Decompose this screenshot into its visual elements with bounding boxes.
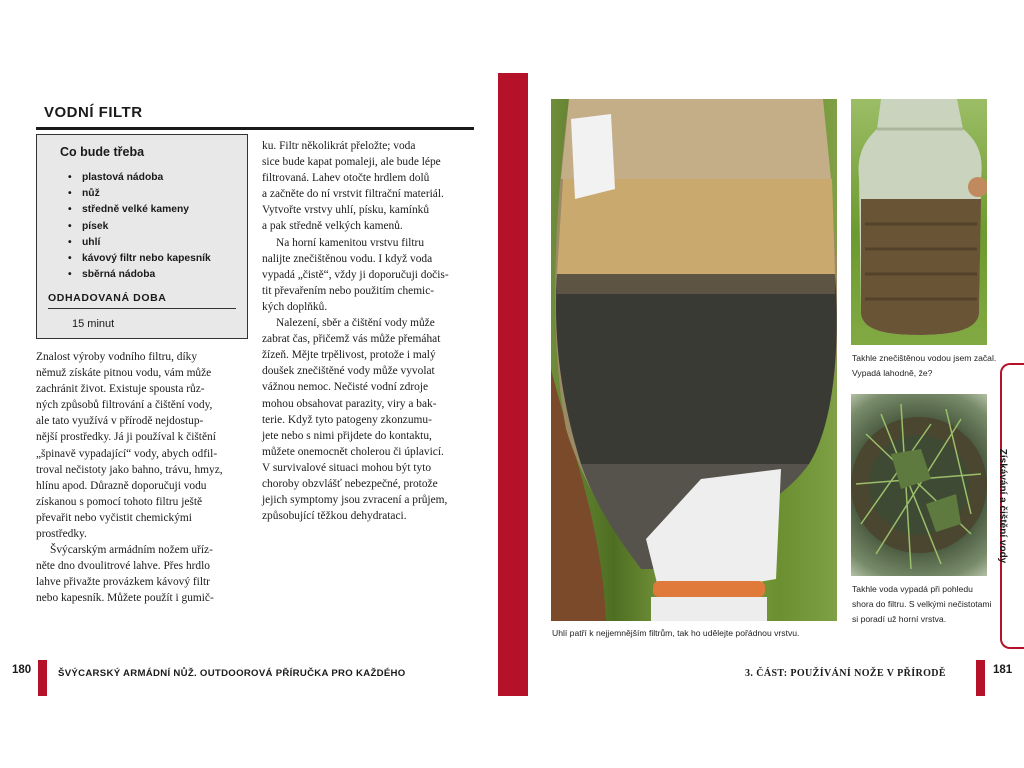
body-text-line: získanou s pomocí tohoto filtru ještě: [36, 495, 203, 508]
body-text-line: jete nebo s nimi přijdete do kontaktu,: [262, 429, 432, 442]
body-text-line: nalijte znečištěnou vodu. I když voda: [262, 252, 433, 265]
photo-bottle-filter-layers: [551, 99, 837, 621]
chapter-side-tab-label: Získávání a čištění vody: [997, 448, 1008, 564]
dirty-water-bottle-illustration: [851, 99, 987, 345]
body-column-2: [262, 138, 476, 524]
body-text-line: terie. Když tyto patogeny zkonzumu-: [262, 413, 432, 426]
requirement-item: • kávový filtr nebo kapesník: [58, 251, 211, 267]
requirements-list: [58, 170, 211, 283]
body-text-line: sice bude kapat pomaleji, ale bude lépe: [262, 156, 441, 169]
body-text-line: filtrovaná. Lahev otočte hrdlem dolů: [262, 172, 430, 185]
body-text-line: jejich symptomy jsou zvracení a průjem,: [262, 494, 448, 507]
caption-line: si poradí už horní vrstva.: [852, 614, 947, 624]
caption-bottom-photo: [852, 582, 991, 627]
caption-line: shora do filtru. S velkými nečistotami: [852, 599, 992, 609]
body-text-line: Vytvořte vrstvy uhlí, písku, kamínků: [262, 204, 430, 217]
photo-dirty-water-bottle: [851, 99, 987, 345]
body-text-line: „špinavě vypadající“ vody, abych odfil-: [36, 447, 218, 460]
body-text-line: ku. Filtr několikrát přeložte; voda: [262, 140, 416, 152]
body-text-line: ných způsobů filtrování a čištění vody,: [36, 399, 213, 412]
caption-line: Takhle znečištěnou vodou jsem začal.: [852, 353, 997, 363]
requirement-item: • nůž: [58, 186, 211, 202]
body-text-line: Nalezení, sběr a čištění vody může: [276, 317, 435, 330]
body-text-line: němuž získáte pitnou vodu, vám může: [36, 367, 212, 380]
caption-line: Vypadá lahodně, že?: [852, 368, 933, 378]
body-text-line: převařit nebo vyčistit chemickými: [36, 511, 192, 524]
caption-top-photo: [852, 351, 996, 381]
body-text-line: a pak středně velkých kamenů.: [262, 220, 403, 233]
requirement-item: • sběrná nádoba: [58, 267, 211, 283]
body-text-line: lahve přivažte provázkem kávový filtr: [36, 576, 210, 589]
section-title-rule: [36, 127, 474, 130]
running-title-right: 3. ČÁST: POUŽÍVÁNÍ NOŽE V PŘÍRODĚ: [745, 668, 947, 679]
body-text-line: ale tato využívá v přírodě nejdostup-: [36, 415, 204, 428]
body-text-line: kých doplňků.: [262, 300, 328, 313]
body-text-line: nější prostředky. Já ji používal k čištění: [36, 431, 216, 444]
body-text-line: nebo kapesník. Můžete použít i gumič-: [36, 592, 214, 605]
section-title: VODNÍ FILTR: [44, 104, 143, 121]
body-text-line: mohou obsahovat parazity, viry a bak-: [262, 397, 437, 410]
body-text-line: zabrat čas, přičemž vás může přemáhat: [262, 333, 441, 346]
body-text-line: a začněte do ní vrstvit filtrační materiál.: [262, 188, 444, 201]
requirement-item: • plastová nádoba: [58, 170, 211, 186]
body-text-line: choroby obzvlášť nebezpečné, protože: [262, 477, 438, 490]
body-text-line: Na horní kamenitou vrstvu filtru: [276, 236, 425, 249]
body-text-line: můžete onemocnět cholerou či úplavicí.: [262, 445, 444, 458]
body-text-line: prostředky.: [36, 528, 87, 541]
body-text-line: vypadá „čistě“, vždy ji doporučuji dočis-: [262, 268, 449, 281]
body-text-line: hlínu apod. Důrazně doporučuji vodu: [36, 479, 207, 492]
duration-rule: [48, 308, 236, 309]
page-number-right: 181: [993, 664, 1013, 676]
body-column-1: [36, 349, 256, 607]
body-text-line: V survivalové situaci mohou být tyto: [262, 461, 432, 474]
footer-accent-bar-left: [38, 660, 47, 696]
body-text-line: zachránit život. Existuje spousta růz-: [36, 383, 205, 396]
body-text-line: doušek znečištěné vody může vyvolat: [262, 365, 435, 378]
filter-top-view-illustration: [851, 394, 987, 576]
duration-value: 15 minut: [72, 318, 115, 330]
body-text-line: tit převařením nebo použitím chemic-: [262, 284, 435, 297]
page-number-left: 180: [12, 664, 32, 676]
requirement-item: • uhlí: [58, 235, 211, 251]
running-title-left: ŠVÝCARSKÝ ARMÁDNÍ NŮŽ. OUTDOOROVÁ PŘÍRUČKA PRO KAŽDÉHO: [58, 668, 406, 679]
body-text-line: Znalost výroby vodního filtru, díky: [36, 351, 198, 363]
body-text-line: žízeň. Mějte trpělivost, protože i malý: [262, 349, 436, 362]
body-text-line: něte dno dvoulitrové lahve. Přes hrdlo: [36, 560, 210, 573]
caption-main-photo: Uhlí patří k nejjemnějším filtrům, tak ho udělejte pořádnou vrstvu.: [552, 628, 800, 638]
body-text-line: Švýcarským armádním nožem uříz-: [50, 544, 213, 557]
caption-line: Takhle voda vypadá při pohledu: [852, 584, 973, 594]
bottle-filter-illustration: [551, 99, 837, 621]
requirements-heading: Co bude třeba: [60, 145, 145, 159]
duration-label: ODHADOVANÁ DOBA: [48, 292, 167, 304]
photo-filter-top-view: [851, 394, 987, 576]
body-text-line: způsobující těžkou dehydrataci.: [262, 510, 407, 523]
requirement-item: • písek: [58, 219, 211, 235]
body-text-line: vážnou nemoc. Nečisté vodní zdroje: [262, 381, 429, 394]
requirement-item: • středně velké kameny: [58, 202, 211, 218]
footer-accent-bar-right: [976, 660, 985, 696]
spine-red-bar: [498, 73, 528, 696]
body-text-line: troval nečistoty jako bahno, trávu, hmyz,: [36, 463, 223, 476]
